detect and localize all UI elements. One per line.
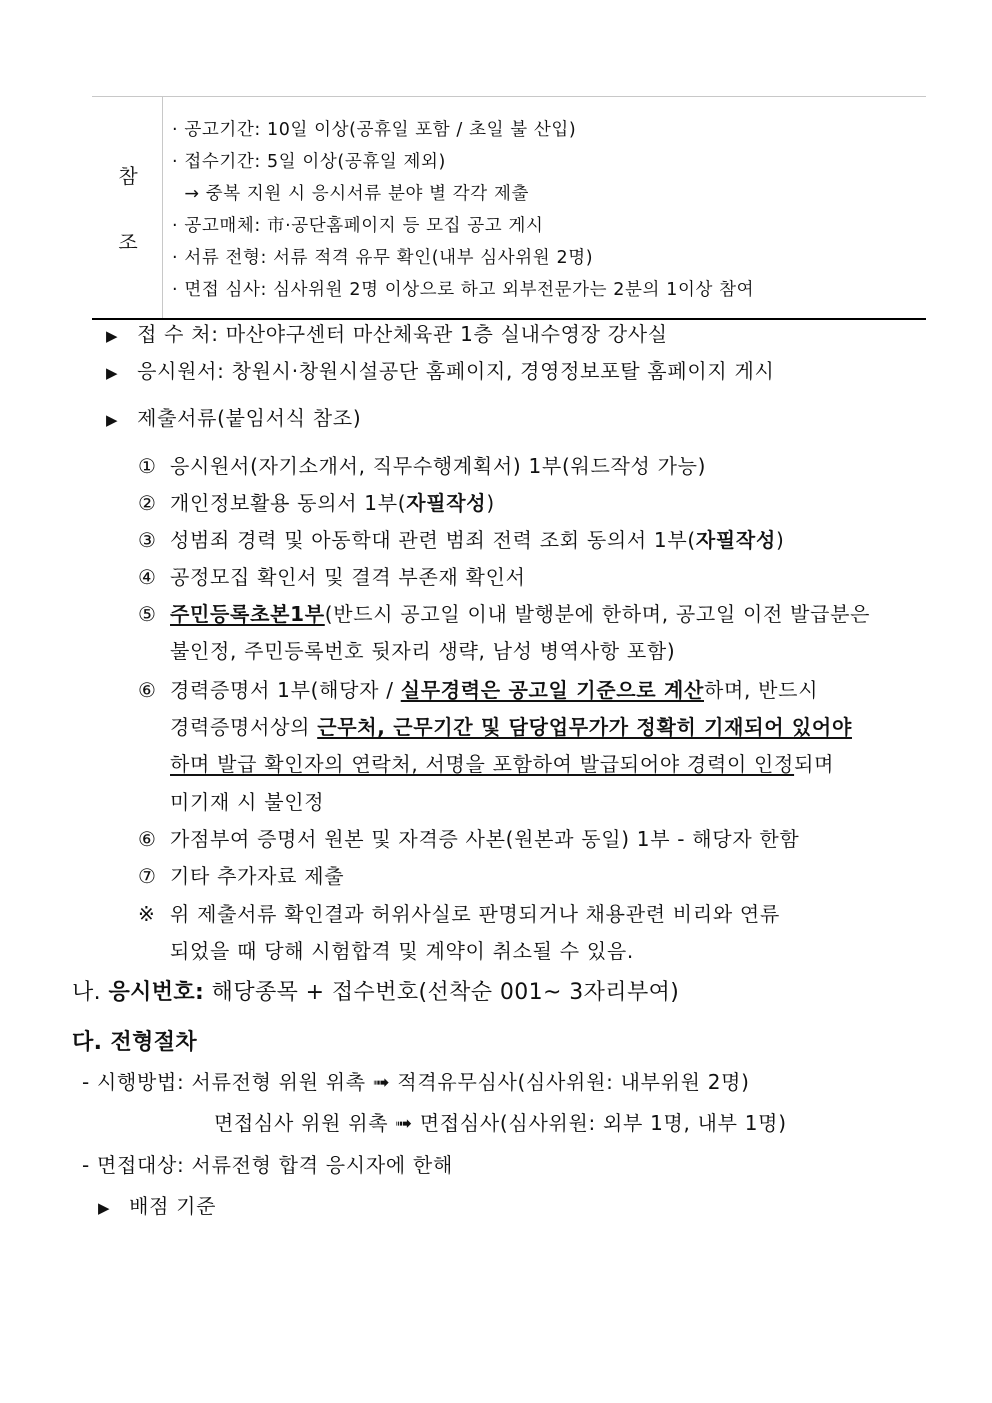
- triangle-bullet-icon: ▶: [106, 411, 119, 429]
- doc-text: 가점부여 증명서 원본 및 자격증 사본(원본과 동일) 1부 - 해당자 한함: [170, 827, 800, 851]
- doc-text: ): [486, 491, 495, 515]
- doc-text: (반드시 공고일 이내 발행분에 한하며, 공고일 이전 발급분은: [324, 602, 871, 626]
- doc-text: ): [775, 528, 785, 552]
- reception-text: 접 수 처: 마산야구센터 마산체육관 1층 실내수영장 강사실: [137, 322, 668, 346]
- doc-text: 성범죄 경력 및 아동학대 관련 범죄 전력 조회 동의서 1부(: [170, 528, 696, 552]
- doc-emphasis: 주민등록초본1부: [170, 602, 325, 626]
- reference-item: · 면접 심사: 심사위원 2명 이상으로 하고 외부전문가는 2분의 1이상 참여: [172, 280, 755, 300]
- doc-emphasis: 자필작성: [406, 491, 487, 515]
- doc-item-7: [138, 823, 799, 852]
- reference-heading-2: 조: [118, 230, 138, 254]
- documents-text: 제출서류(붙임서식 참조): [137, 406, 362, 430]
- doc-text: 공정모집 확인서 및 결격 부존재 확인서: [170, 565, 526, 589]
- triangle-bullet-icon: ▶: [98, 1199, 111, 1217]
- reception-line: [106, 318, 668, 347]
- reference-item: · 공고매체: 市·공단홈페이지 등 모집 공고 게시: [172, 216, 544, 236]
- item-number: ③: [138, 528, 157, 552]
- scoring-text: 배점 기준: [129, 1194, 217, 1218]
- doc-item-3: [138, 524, 785, 553]
- doc-item-6-cont-2: [170, 748, 834, 777]
- doc-item-6: [138, 674, 818, 703]
- section-heading: 응시번호:: [108, 980, 205, 1005]
- item-number: ④: [138, 565, 157, 589]
- reference-box: [92, 96, 926, 320]
- application-line: [106, 355, 774, 384]
- doc-text: 응시원서(자기소개서, 직무수행계획서) 1부(워드작성 가능): [170, 454, 707, 478]
- doc-item-6-cont-1: [170, 711, 852, 740]
- doc-item-2: [138, 487, 495, 516]
- item-number: ②: [138, 491, 157, 515]
- doc-item-6-cont-3: 미기재 시 불인정: [170, 790, 325, 814]
- reference-item: · 접수기간: 5일 이상(공휴일 제외): [172, 152, 446, 172]
- section-application-number: [72, 975, 679, 1006]
- item-number: ⑦: [138, 864, 157, 888]
- doc-text: 개인정보활용 동의서 1부(: [170, 491, 407, 515]
- section-selection-procedure-title: 다. 전형절차: [72, 1030, 198, 1055]
- reference-heading-1: 참: [118, 164, 138, 188]
- section-text: 해당종목 + 접수번호(선착순 001~ 3자리부여): [211, 980, 680, 1005]
- triangle-bullet-icon: ▶: [106, 364, 119, 382]
- doc-note-cont: 되었을 때 당해 시험합격 및 계약이 취소될 수 있음.: [170, 939, 634, 963]
- interview-target: - 면접대상: 서류전형 합격 응시자에 한해: [82, 1153, 453, 1177]
- doc-item-8: [138, 860, 344, 889]
- doc-item-5-cont: 불인정, 주민등록번호 뒷자리 생략, 남성 병역사항 포함): [170, 639, 676, 663]
- doc-text: 경력증명서상의: [170, 715, 318, 739]
- reference-item: → 중복 지원 시 응시서류 분야 별 각각 제출: [172, 184, 529, 204]
- doc-item-5: [138, 598, 870, 627]
- doc-text: 하며, 반드시: [704, 678, 819, 702]
- scoring-criteria: [98, 1190, 216, 1219]
- reference-divider: [162, 96, 163, 318]
- doc-text: 되며: [794, 752, 835, 776]
- doc-text: 경력증명서 1부(해당자 /: [170, 678, 401, 702]
- doc-text: 기타 추가자료 제출: [170, 864, 345, 888]
- doc-item-4: [138, 561, 526, 590]
- doc-text: 위 제출서류 확인결과 허위사실로 판명되거나 채용관련 비리와 연류: [170, 902, 780, 926]
- reference-top-border: [92, 96, 926, 97]
- doc-emphasis: 자필작성: [695, 528, 776, 552]
- selection-method-cont: 면접심사 위원 위촉 ➟ 면접심사(심사위원: 외부 1명, 내부 1명): [214, 1111, 787, 1135]
- doc-emphasis: 실무경력은 공고일 기준으로 계산: [400, 678, 704, 702]
- section-label: 나.: [72, 980, 102, 1005]
- application-text: 응시원서: 창원시·창원시설공단 홈페이지, 경영정보포탈 홈페이지 게시: [137, 359, 775, 383]
- doc-item-1: [138, 450, 706, 479]
- selection-method: - 시행방법: 서류전형 위원 위촉 ➟ 적격유무심사(심사위원: 내부위원 2명): [82, 1070, 750, 1094]
- documents-line: [106, 402, 361, 431]
- reference-item: · 공고기간: 10일 이상(공휴일 포함 / 초일 불 산입): [172, 120, 577, 140]
- reference-item: · 서류 전형: 서류 적격 유무 확인(내부 심사위원 2명): [172, 248, 594, 268]
- item-number: ⑤: [138, 602, 157, 626]
- item-number: ⑥: [138, 678, 157, 702]
- doc-note: [138, 898, 780, 927]
- note-mark: ※: [138, 902, 156, 926]
- item-number: ⑥: [138, 827, 157, 851]
- doc-underlined-text: 하며 발급 확인자의 연락처, 서명을 포함하여 발급되어야 경력이 인정: [170, 752, 795, 776]
- item-number: ①: [138, 454, 157, 478]
- triangle-bullet-icon: ▶: [106, 327, 119, 345]
- doc-emphasis: 근무처, 근무기간 및 담당업무가가 정확히 기재되어 있어야: [317, 715, 852, 739]
